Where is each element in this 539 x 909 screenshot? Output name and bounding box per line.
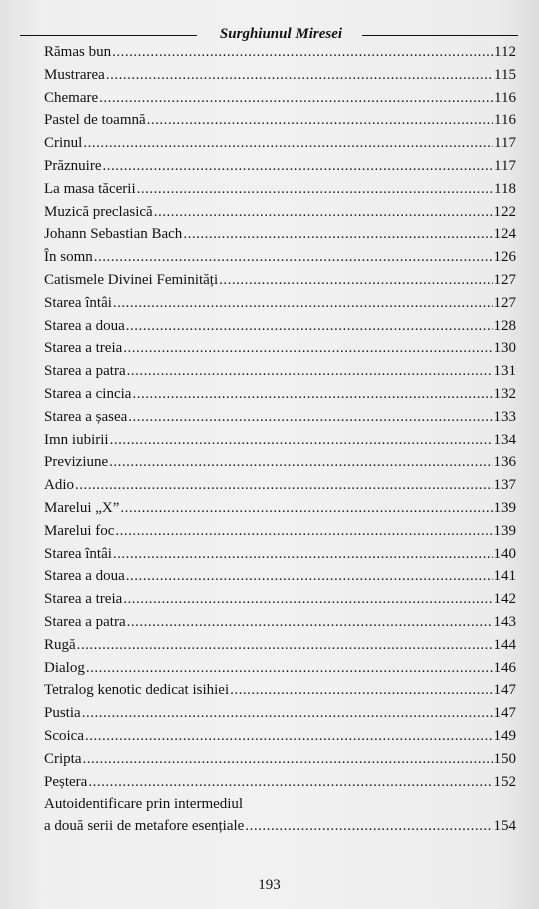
toc-entry-page: 142: [493, 591, 516, 608]
dot-leader: [123, 588, 492, 611]
toc-entry-title: Previziune: [44, 454, 109, 471]
toc-entry-title: Starea a doua: [44, 568, 125, 585]
toc-entry-page: 134: [493, 431, 516, 448]
toc-entry-title: Rugă: [44, 636, 76, 653]
toc-entry-title: Dialog: [44, 659, 85, 676]
toc-entry: [44, 748, 516, 771]
toc-entry-page: 118: [494, 180, 516, 197]
dot-leader: [112, 41, 493, 64]
dot-leader: [102, 155, 493, 178]
toc-entry: [44, 132, 516, 155]
toc-entry: [44, 793, 516, 837]
dot-leader: [154, 201, 493, 224]
toc-entry-page: 131: [493, 363, 516, 380]
toc-entry-title: Prăznuire: [44, 157, 102, 174]
toc-entry-title: Starea a patra: [44, 613, 126, 630]
dot-leader: [115, 520, 492, 543]
header-rule-right: [362, 35, 518, 36]
toc-entry-page: 112: [494, 44, 516, 60]
dot-leader: [147, 109, 493, 132]
dot-leader: [99, 87, 493, 110]
toc-entry-title: Starea a cincia: [44, 385, 132, 402]
dot-leader: [245, 815, 492, 837]
toc-entry-title: Catismele Divinei Feminități: [44, 271, 219, 288]
toc-entry: [44, 41, 516, 64]
toc-entry-title: Muzică preclasică: [44, 203, 153, 220]
toc-entry: [44, 383, 516, 406]
toc-entry-title: Starea a doua: [44, 317, 125, 334]
toc-entry-page: 133: [493, 408, 516, 425]
toc-entry-title: Johann Sebastian Bach: [44, 226, 183, 243]
dot-leader: [106, 64, 493, 87]
toc-entry-title: Chemare: [44, 89, 99, 106]
toc-entry-title: Starea a treia: [44, 340, 123, 357]
toc-entry-page: 141: [493, 568, 516, 585]
toc-entry-page: 154: [493, 818, 516, 835]
toc-entry: [44, 588, 516, 611]
toc-entry-page: 115: [494, 66, 516, 83]
toc-entry-page: 126: [493, 249, 516, 266]
toc-entry: [44, 657, 516, 680]
dot-leader: [110, 429, 493, 452]
toc-entry: [44, 679, 516, 702]
toc-entry: [44, 109, 516, 132]
toc-entry-page: 152: [493, 773, 516, 790]
toc-entry: [44, 497, 516, 520]
toc-entry-page: 116: [494, 89, 516, 106]
toc-entry-page: 116: [494, 112, 516, 129]
toc-entry: [44, 634, 516, 657]
dot-leader: [82, 702, 493, 725]
toc-entry-title-line2: a două serii de metafore esențiale: [44, 818, 245, 835]
toc-entry-title: Pastel de toamnă: [44, 112, 146, 129]
toc-entry-title: Marelui foc: [44, 522, 115, 539]
dot-leader: [77, 634, 493, 657]
dot-leader: [120, 497, 492, 520]
toc-entry-title: În somn: [44, 249, 93, 266]
dot-leader: [86, 657, 493, 680]
toc-entry-page: 150: [493, 750, 516, 767]
toc-entry-page: 127: [493, 294, 516, 311]
dot-leader: [183, 223, 492, 246]
toc-entry: [44, 269, 516, 292]
dot-leader: [85, 725, 493, 748]
toc-entry-page: 124: [493, 226, 516, 243]
toc-entry: [44, 201, 516, 224]
toc-entry-line2: [44, 815, 516, 837]
toc-entry-page: 137: [493, 477, 516, 494]
toc-entry: [44, 771, 516, 794]
toc-entry: [44, 223, 516, 246]
toc-entry-page: 143: [493, 613, 516, 630]
dot-leader: [113, 543, 493, 566]
toc-entry-title: Starea a șasea: [44, 408, 128, 425]
toc-entry-page: 122: [493, 203, 516, 220]
toc-entry-title-line1: Autoidentificare prin intermediul: [44, 796, 244, 813]
dot-leader: [94, 246, 493, 269]
toc-entry-page: 147: [493, 682, 516, 699]
header-rule-left: [20, 35, 197, 36]
toc-entry-page: 149: [493, 727, 516, 744]
running-title: Surghiunul Miresei: [219, 26, 343, 42]
toc-entry-title: Adio: [44, 477, 74, 494]
dot-leader: [127, 611, 493, 634]
toc-entry-title: Starea a treia: [44, 591, 123, 608]
dot-leader: [230, 679, 492, 702]
toc-entry-title: Rămas bun: [44, 44, 112, 60]
toc-entry: [44, 543, 516, 566]
toc-entry-title: Marelui „X”: [44, 499, 120, 516]
toc-entry: [44, 565, 516, 588]
toc-entry: [44, 246, 516, 269]
toc-entry: [44, 64, 516, 87]
toc-entry: [44, 315, 516, 338]
toc-entry: [44, 725, 516, 748]
toc-entry-title: Peștera: [44, 773, 88, 790]
dot-leader: [126, 315, 493, 338]
toc-entry: [44, 520, 516, 543]
toc-entry: [44, 429, 516, 452]
toc-entry-page: 136: [493, 454, 516, 471]
toc-entry-page: 139: [493, 522, 516, 539]
toc-entry: [44, 702, 516, 725]
toc-entry: [44, 337, 516, 360]
toc-entry: [44, 406, 516, 429]
dot-leader: [109, 451, 492, 474]
dot-leader: [113, 292, 493, 315]
toc-entry-page: 128: [493, 317, 516, 334]
table-of-contents: [44, 41, 516, 837]
toc-entry-page: 117: [494, 135, 516, 152]
toc-entry-page: 132: [493, 385, 516, 402]
toc-entry-title: Cripta: [44, 750, 82, 767]
page-number: 193: [258, 877, 281, 893]
dot-leader: [132, 383, 492, 406]
toc-entry-title: La masa tăcerii: [44, 180, 136, 197]
dot-leader: [75, 474, 493, 497]
toc-entry-title: Crinul: [44, 135, 83, 152]
toc-entry: [44, 292, 516, 315]
dot-leader: [137, 178, 493, 201]
toc-entry-title: Tetralog kenotic dedicat isihiei: [44, 682, 230, 699]
dot-leader: [127, 360, 493, 383]
toc-entry-title: Imn iubirii: [44, 431, 109, 448]
toc-entry: [44, 155, 516, 178]
toc-entry-page: 144: [493, 636, 516, 653]
dot-leader: [88, 771, 492, 794]
toc-entry: [44, 474, 516, 497]
toc-entry: [44, 451, 516, 474]
toc-entry-page: 140: [493, 545, 516, 562]
dot-leader: [83, 748, 493, 771]
toc-entry-title: Scoica: [44, 727, 84, 744]
toc-entry-title: Starea întâi: [44, 294, 112, 311]
toc-entry-page: 146: [493, 659, 516, 676]
toc-entry: [44, 611, 516, 634]
toc-entry-page: 117: [494, 157, 516, 174]
toc-entry: [44, 360, 516, 383]
toc-entry-page: 127: [493, 271, 516, 288]
toc-entry-page: 139: [493, 499, 516, 516]
toc-entry: [44, 87, 516, 110]
dot-leader: [123, 337, 492, 360]
toc-entry-title: Mustrarea: [44, 66, 105, 83]
toc-entry-title: Starea a patra: [44, 363, 126, 380]
toc-entry: [44, 178, 516, 201]
dot-leader: [126, 565, 493, 588]
dot-leader: [128, 406, 492, 429]
toc-entry-title: Starea întâi: [44, 545, 112, 562]
dot-leader: [83, 132, 493, 155]
toc-entry-page: 147: [493, 705, 516, 722]
toc-entry-title: Pustia: [44, 705, 81, 722]
toc-entry-page: 130: [493, 340, 516, 357]
dot-leader: [219, 269, 492, 292]
